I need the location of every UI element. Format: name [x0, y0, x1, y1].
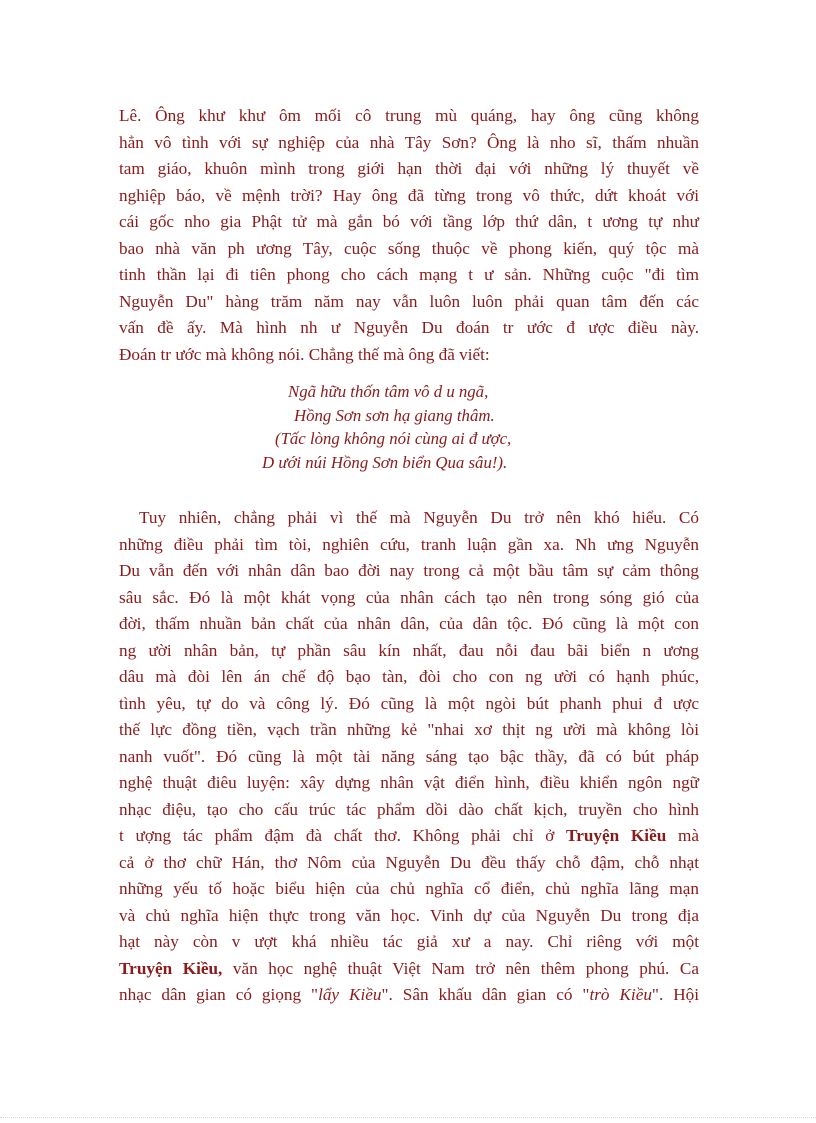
- text-line: cả ở thơ chữ Hán, thơ Nôm của Nguyễn Du đều thấy chỗ đậm, chỗ nhạt: [119, 852, 699, 872]
- page-bottom-border: [0, 1117, 816, 1118]
- text-segment: nhạc dân gian có giọng ": [119, 985, 319, 1004]
- text-line: cái gốc nho gia Phật tử mà gắn bó với tầng lớp thứ dân, t ương tự như: [119, 212, 699, 231]
- poem-quotation: [260, 380, 620, 474]
- text-line: sâu sắc. Đó là một khát vọng của nhân cách tạo nên trong sóng gió của: [119, 587, 699, 607]
- text-line: Tuy nhiên, chẳng phải vì thế mà Nguyễn Du trở nên khó hiểu. Có: [139, 508, 699, 527]
- text-line: vấn đề ấy. Mà hình nh ư Nguyễn Du đoán tr ước đ ược điều này.: [119, 318, 699, 337]
- text-line: [119, 823, 699, 850]
- text-line: tinh thần lại đi tiên phong cho cách mạng t ư sản. Những cuộc "đi tìm: [119, 265, 699, 284]
- poem-line: Hồng Sơn sơn hạ giang thâm.: [294, 405, 495, 425]
- text-line: nghiệp báo, về mệnh trời? Hay ông đã từng trong vô thức, dứt khoát với: [119, 185, 699, 205]
- genre-lay-kieu: lẩy Kiều: [318, 985, 382, 1004]
- poem-line: (Tấc lòng không nói cùng ai đ ược,: [275, 429, 512, 448]
- book-title-truyen-kieu: Truyện Kiều: [566, 826, 667, 845]
- poem-line: Ngã hữu thốn tâm vô d u ngã,: [288, 382, 489, 401]
- text-line: [119, 982, 699, 1009]
- text-segment: t ượng tác phẩm đậm đà chất thơ. Không phải chỉ ở: [119, 826, 567, 845]
- poem-line: D ưới núi Hồng Sơn biển Qua sâu!).: [262, 452, 508, 472]
- text-segment: mà: [666, 826, 699, 845]
- text-line: Đoán tr ước mà không nói. Chẳng thế mà ông đã viết:: [119, 344, 490, 364]
- text-line: thế lực đồng tiền, vạch trần những kẻ "nhai xơ thịt ng ười mà không lòi: [119, 720, 699, 739]
- text-line: hẳn vô tình với sự nghiệp của nhà Tây Sơn? Ông là nho sĩ, thấm nhuần: [119, 132, 699, 152]
- paragraph-nguyen-du-ideology: [119, 103, 699, 368]
- text-line: nanh vuốt". Đó cũng là một tài năng sáng tạo bậc thầy, đã có bút pháp: [119, 746, 699, 766]
- book-title-truyen-kieu: Truyện Kiều,: [119, 958, 223, 978]
- text-line: nghệ thuật điêu luyện: xây dựng nhân vật điển hình, điều khiển ngôn ngữ: [119, 773, 699, 792]
- text-line: tình yêu, tự do và công lý. Đó cũng là một ngòi bút phanh phui đ ược: [119, 693, 699, 713]
- text-line: tam giáo, khuôn mình trong giới hạn thời đại với những lý thuyết về: [119, 159, 699, 178]
- text-line: Nguyễn Du" hàng trăm năm nay vẫn luôn luôn phải quan tâm đến các: [119, 291, 699, 311]
- text-line: những điều phải tìm tòi, nghiên cứu, tranh luận gần xa. Nh ưng Nguyễn: [119, 534, 699, 554]
- text-line: ng ười nhân bản, tự phần sâu kín nhất, đau nỗi đau bãi biển n ương: [119, 640, 699, 660]
- text-line: và chủ nghĩa hiện thực trong văn học. Vinh dự của Nguyễn Du trong địa: [119, 905, 699, 925]
- genre-tro-kieu: trò Kiều: [589, 985, 652, 1004]
- text-line: nhạc điệu, tạo cho cấu trúc tác phẩm dồi dào chất kịch, truyền cho hình: [119, 799, 699, 819]
- text-segment: ". Sân khấu dân gian có ": [381, 985, 590, 1004]
- text-line: Du vẫn đến với nhân dân bao đời nay trong cả một bầu tâm sự cảm thông: [119, 561, 699, 580]
- text-line: những yếu tố hoặc biểu hiện của chủ nghĩa cổ điển, chủ nghĩa lãng mạn: [119, 879, 699, 898]
- text-line: Lê. Ông khư khư ôm mối cô trung mù quáng, hay ông cũng không: [119, 106, 699, 125]
- text-segment: ". Hội: [651, 985, 699, 1004]
- text-segment: văn học nghệ thuật Việt Nam trở nên thêm phong phú. Ca: [222, 958, 699, 978]
- text-line: dâu mà đòi lên án chế độ bạo tàn, đòi cho con ng ười có hạnh phúc,: [119, 667, 699, 686]
- text-line: [119, 956, 699, 983]
- text-line: đời, thấm nhuần bản chất của nhân dân, của dân tộc. Đó cũng là một con: [119, 614, 699, 633]
- text-line: bao nhà văn ph ương Tây, cuộc sống thuộc về phong kiến, quý tộc mà: [119, 238, 699, 258]
- text-line: hạt này còn v ượt khá nhiều tác giả xư a nay. Chỉ riêng với một: [119, 932, 699, 951]
- paragraph-nguyen-du-legacy: [119, 505, 699, 1009]
